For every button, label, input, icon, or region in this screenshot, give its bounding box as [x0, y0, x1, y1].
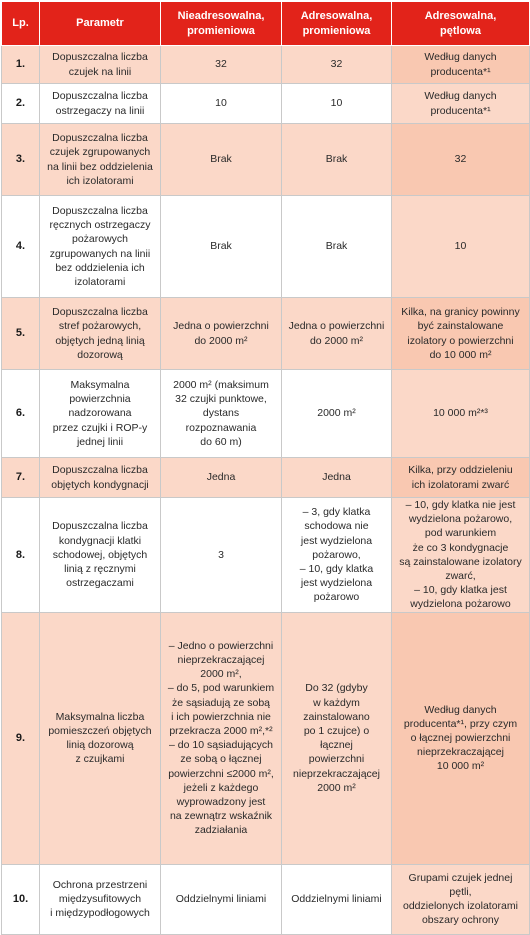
table-header-row	[2, 2, 530, 46]
value-cell-non-addressable-radial: Jedna	[161, 458, 282, 498]
value-cell-non-addressable-radial: Jedna o powierzchni do 2000 m²	[161, 298, 282, 370]
row-number: 6.	[2, 370, 40, 458]
row-number: 5.	[2, 298, 40, 370]
table-row	[2, 370, 530, 458]
row-number: 7.	[2, 458, 40, 498]
row-number: 4.	[2, 196, 40, 298]
value-cell-non-addressable-radial: 32	[161, 46, 282, 84]
parameter-cell: Dopuszczalna liczba ręcznych ostrzegaczy pożarowych zgrupowanych na linii bez oddzielenia ich izolatorami	[40, 196, 161, 298]
row-number: 3.	[2, 124, 40, 196]
parameter-cell: Dopuszczalna liczba stref pożarowych, objętych jedną linią dozorową	[40, 298, 161, 370]
row-number: 8.	[2, 498, 40, 613]
parameter-cell: Dopuszczalna liczba kondygnacji klatki schodowej, objętych linią z ręcznymi ostrzegaczami	[40, 498, 161, 613]
value-cell-addressable-loop: 10	[392, 196, 530, 298]
value-cell-addressable-radial: Jedna o powierzchni do 2000 m²	[282, 298, 392, 370]
value-cell-non-addressable-radial: Brak	[161, 124, 282, 196]
parameter-cell: Dopuszczalna liczba objętych kondygnacji	[40, 458, 161, 498]
value-cell-non-addressable-radial: Brak	[161, 196, 282, 298]
value-cell-addressable-radial: Do 32 (gdyby w każdym zainstalowano po 1 czujce) o łącznej powierzchni nieprzekraczającej 2000 m²	[282, 612, 392, 864]
value-cell-addressable-radial: – 3, gdy klatka schodowa nie jest wydzielona pożarowo, – 10, gdy klatka jest wydzielona pożarowo	[282, 498, 392, 613]
header-addressable-loop: Adresowalna, pętlowa	[392, 2, 530, 46]
value-cell-addressable-loop: 10 000 m²*³	[392, 370, 530, 458]
parameter-cell: Maksymalna powierzchnia nadzorowana przez czujki i ROP-y jednej linii	[40, 370, 161, 458]
row-number: 10.	[2, 864, 40, 934]
value-cell-addressable-loop: Kilka, na granicy powinny być zainstalowane izolatory o powierzchni do 10 000 m²	[392, 298, 530, 370]
table-row	[2, 298, 530, 370]
value-cell-addressable-radial: Jedna	[282, 458, 392, 498]
value-cell-addressable-loop: 32	[392, 124, 530, 196]
value-cell-addressable-loop: – 10, gdy klatka nie jest wydzielona pożarowo, pod warunkiem że co 3 kondygnacje są zainstalowane izolatory zwarć, – 10, gdy klatka jest wydzielona pożarowo	[392, 498, 530, 613]
value-cell-addressable-radial: Brak	[282, 124, 392, 196]
value-cell-addressable-loop: Grupami czujek jednej pętli, oddzielonych izolatorami obszary ochrony	[392, 864, 530, 934]
value-cell-addressable-radial: 2000 m²	[282, 370, 392, 458]
parameter-cell: Dopuszczalna liczba czujek na linii	[40, 46, 161, 84]
table-row	[2, 498, 530, 613]
parameter-cell: Dopuszczalna liczba czujek zgrupowanych na linii bez oddzielenia ich izolatorami	[40, 124, 161, 196]
value-cell-addressable-radial: 32	[282, 46, 392, 84]
table-row	[2, 46, 530, 84]
row-number: 1.	[2, 46, 40, 84]
row-number: 9.	[2, 612, 40, 864]
table-row	[2, 196, 530, 298]
parameter-cell: Maksymalna liczba pomieszczeń objętych linią dozorową z czujkami	[40, 612, 161, 864]
table-row	[2, 864, 530, 934]
parameter-cell: Dopuszczalna liczba ostrzegaczy na linii	[40, 84, 161, 124]
table-row	[2, 612, 530, 864]
comparison-table	[1, 1, 530, 935]
header-lp: Lp.	[2, 2, 40, 46]
value-cell-non-addressable-radial: 2000 m² (maksimum 32 czujki punktowe, dystans rozpoznawania do 60 m)	[161, 370, 282, 458]
header-non-addressable-radial: Nieadresowalna, promieniowa	[161, 2, 282, 46]
value-cell-non-addressable-radial: 10	[161, 84, 282, 124]
table-row	[2, 84, 530, 124]
row-number: 2.	[2, 84, 40, 124]
table-row	[2, 458, 530, 498]
parameter-cell: Ochrona przestrzeni międzysufitowych i międzypodłogowych	[40, 864, 161, 934]
value-cell-addressable-radial: Brak	[282, 196, 392, 298]
value-cell-non-addressable-radial: Oddzielnymi liniami	[161, 864, 282, 934]
value-cell-addressable-radial: Oddzielnymi liniami	[282, 864, 392, 934]
value-cell-addressable-loop: Według danych producenta*¹, przy czym o łącznej powierzchni nieprzekraczającej 10 000 m²	[392, 612, 530, 864]
value-cell-addressable-loop: Według danych producenta*¹	[392, 84, 530, 124]
value-cell-addressable-loop: Według danych producenta*¹	[392, 46, 530, 84]
header-addressable-radial: Adresowalna, promieniowa	[282, 2, 392, 46]
value-cell-non-addressable-radial: 3	[161, 498, 282, 613]
value-cell-addressable-loop: Kilka, przy oddzieleniu ich izolatorami zwarć	[392, 458, 530, 498]
header-parameter: Parametr	[40, 2, 161, 46]
table-row	[2, 124, 530, 196]
value-cell-addressable-radial: 10	[282, 84, 392, 124]
value-cell-non-addressable-radial: – Jedno o powierzchni nieprzekraczającej 2000 m², – do 5, pod warunkiem że sąsiadują ze sobą i ich powierzchnia nie przekracza 2000 m²,*² – do 10 sąsiadujących ze sobą o łącznej powierzchni ≤2000 m², jeżeli z każdego wyprowadzony jest na zewnątrz wskaźnik zadziałania	[161, 612, 282, 864]
